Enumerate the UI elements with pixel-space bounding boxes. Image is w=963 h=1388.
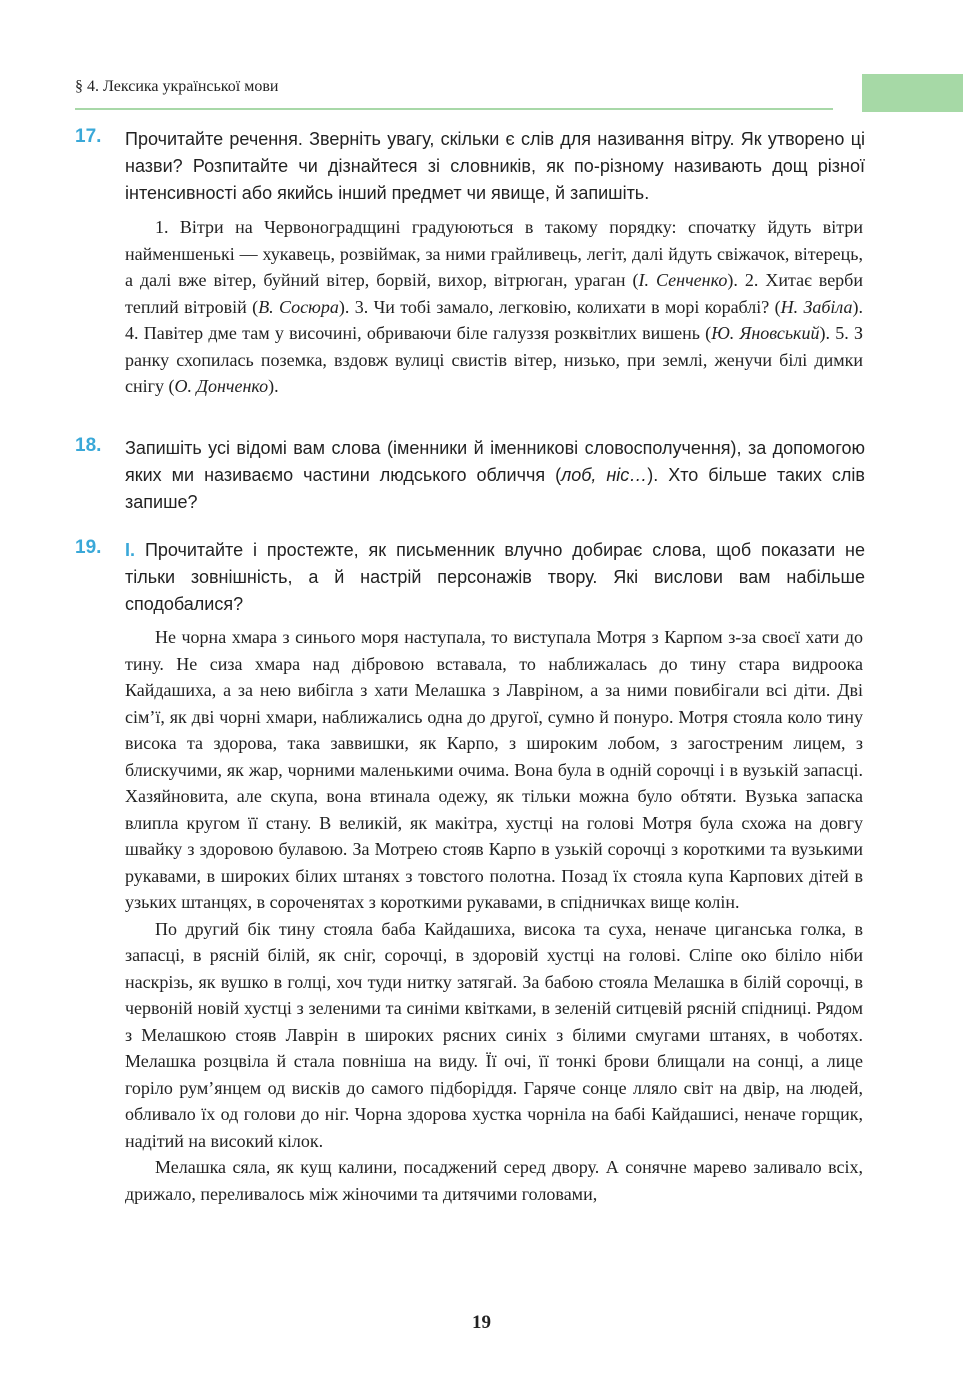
sentence-text: ). 3. Чи тобі замало, легковію, колихати в морі кораблі? ( — [338, 296, 781, 317]
exercise-19 — [75, 537, 865, 618]
exercise-task — [125, 537, 865, 618]
sentence-text: ). 2. Хитає верби теплий вітровій ( — [125, 270, 863, 317]
exercise-task: Прочитайте речення. Зверніть увагу, скільки є слів для називання вітру. Як утворено ці назви? Розпитайте чи дізнайтеся зі словників, як по-різному називають дощ різної інтенсивності або якийсь інший предмет чи явище, й запишіть. — [125, 129, 865, 203]
sentence-text: 1. Вітри на Червоноградщині градуюються в такому порядку: спочатку йдуть вітри найменшенькі — хукавець, розвіймак, за ними грайливець, легіт, далі йдуть свіжачок, вітерець, а далі вже вітер, буйний вітер, борвій, вихор, вітрюган, ураган ( — [125, 217, 863, 290]
exercise-number: 18. — [75, 435, 102, 456]
task-text: Запишіть усі відомі вам слова (іменники й іменникові словосполучення), за допомогою яких ми називаємо частини людського обличчя ( — [125, 438, 865, 485]
author-name: В. Сосюра — [258, 296, 339, 317]
sentence-text: ). 5. З ранку схопилась поземка, вздовж вулиці свистів вітер, низько, при землі, женучи білі димки снігу ( — [125, 323, 863, 396]
sentence-text: ). 4. Павітер дме там у височині, обриваючи біле галуззя розквітлих вишень ( — [125, 296, 864, 343]
author-name: І. Сенченко — [638, 270, 728, 290]
exercise-17-sentences — [125, 214, 863, 400]
exercise-17 — [75, 126, 865, 207]
header-divider — [75, 108, 833, 110]
exercise-number: 19. — [75, 537, 102, 558]
task-text: ). Хто більше таких слів запише? — [125, 465, 865, 512]
exercise-part-label: І. — [125, 540, 136, 560]
author-name: О. Донченко — [174, 376, 269, 396]
excerpt-paragraph: Не чорна хмара з синього моря наступала, то виступала Мотря з Карпом з-за своєї хати до тину. Не сиза хмара над дібровою вставала, то наближалась до тину стара видроока Кайдашиха, а за нею вибігла з хати Мелашка з Лавріном, а за ними повибігали всі діти. Дві сім’ї, як дві чорні хмари, наближались одна до другої, сумно й понуро. Мотря стояла коло тину висока та здорова, така заввишки, як Карпо, з широким лобом, з загостреним лицем, з блискучими, як жар, чорними маленькими очима. Вона була в одній сорочці і в вузькій запасці. Хазяйновита, але скупа, вона втинала одежу, як тільки можна було обтяти. Вузька запаска влипла кругом її стану. В великій, як макітра, хустці на голові Мотря була схожа на довгу швайку з здоровою булавою. За Мотрею стояв Карпо в узькій сорочці з короткими та вузькими рукавами, в широких білих штанях з товстого полотна. Позад їх стояла купа Карпових дітей в узьких штанцях, в сороченятах з короткими рукавами, в спідничках вище колін. — [125, 627, 863, 912]
exercise-18 — [75, 435, 865, 516]
excerpt-paragraph: Мелашка сяла, як кущ калини, посаджений серед двору. А сонячне марево заливало всіх, дрижало, переливалось між жіночими та дитячими головами, — [125, 1157, 863, 1204]
literary-excerpt — [125, 624, 863, 1207]
exercise-number: 17. — [75, 126, 102, 147]
author-name: Н. Забіла — [780, 296, 853, 317]
page-number: 19 — [472, 1312, 491, 1333]
task-text: Прочитайте і простежте, як письменник влучно добирає слова, щоб показати не тільки зовнішність, а й настрій персонажів твору. Які вислови вам набільше сподобалися? — [125, 540, 865, 614]
excerpt-paragraph: По другий бік тину стояла баба Кайдашиха, висока та суха, неначе циганська голка, в запасці, в рясній білій, як сніг, сорочці, в здоровій хустці на голові. Сліпе око біліло ніби наскрізь, як вушко в голці, хоч туди нитку затягай. За бабою стояла Мелашка в білій сорочці, в червоній новій хустці з зеленими та синіми квітками, в зеленій ситцевій рясній спідниці. Рядом з Мелашкою стояв Лаврін в широких рясних синіх з білими смугами штанях, в чоботях. Мелашка розцвіла й стала повніша на виду. Її очі, її тонкі брови блищали на сонці, а лице горіло рум’янцем од висків до самого підборіддя. Гаряче сонце лляло світ на двір, на людей, обливало їх од голови до ніг. Чорна здорова хустка чорніла на бабі Кайдашисі, неначе горщик, надітий на високий кілок. — [125, 918, 863, 1151]
task-example: лоб, ніс… — [561, 465, 648, 485]
header-color-tab — [862, 74, 963, 112]
sentence-text: ). — [268, 376, 279, 396]
section-title: § 4. Лексика української мови — [75, 78, 279, 95]
exercise-task — [125, 435, 865, 516]
author-name: Ю. Яновський — [711, 323, 820, 343]
